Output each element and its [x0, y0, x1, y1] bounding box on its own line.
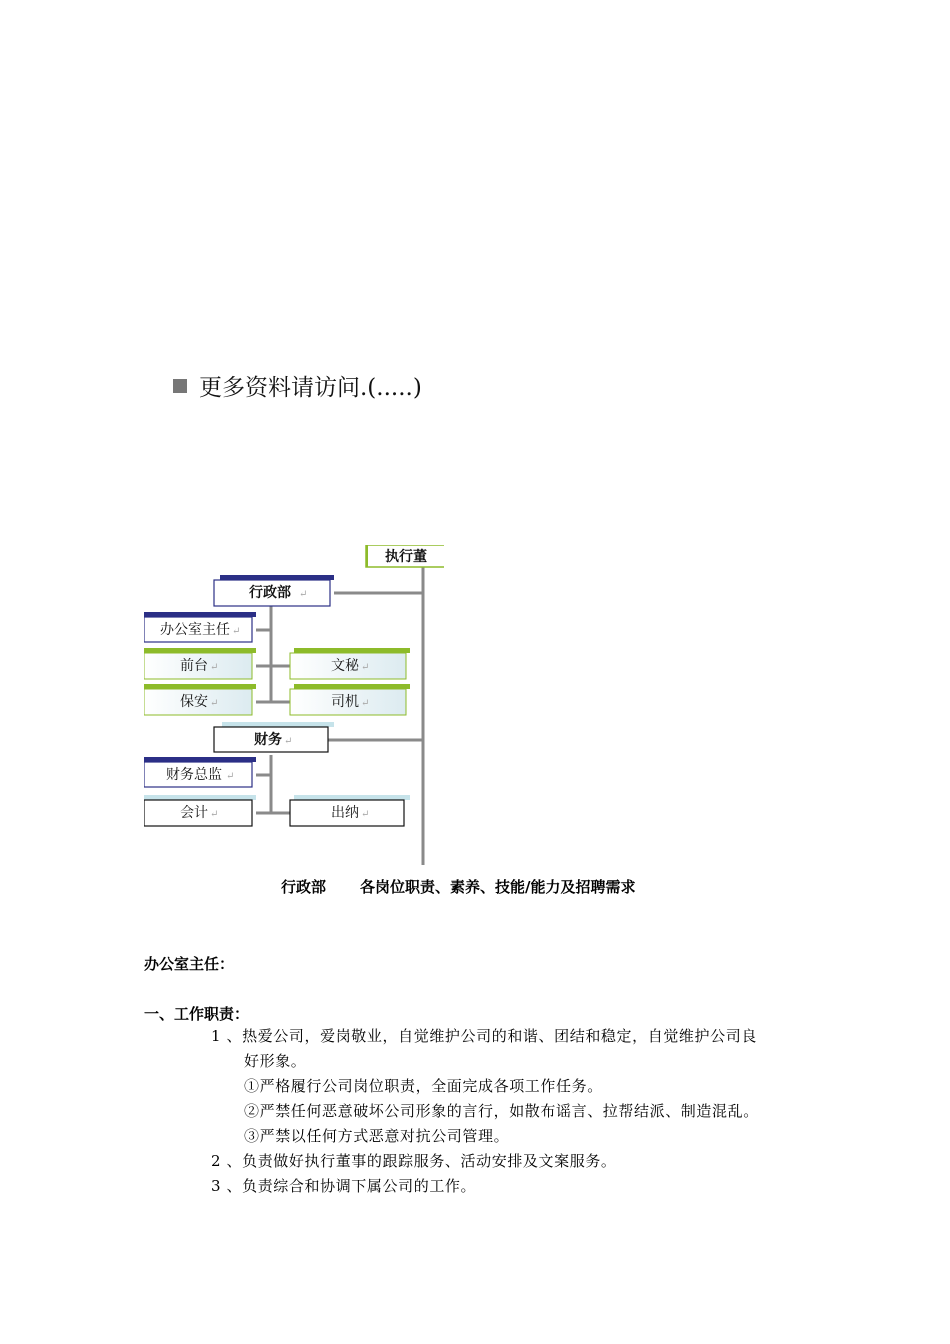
org-node-office-director-label: 办公室主任 [160, 622, 230, 638]
org-node-secretary [290, 648, 410, 679]
chart-caption [281, 876, 636, 897]
org-node-security-label: 保安 [180, 694, 208, 710]
return-mark: ↵ [226, 771, 235, 782]
return-mark: ↵ [232, 626, 241, 637]
return-mark: ↵ [299, 589, 308, 600]
org-node-cfo-label: 财务总监 [166, 767, 222, 783]
org-node-finance [214, 722, 334, 752]
org-node-office-director [144, 612, 256, 642]
duty-subitem-2: ②严禁任何恶意破坏公司形象的言行，如散布谣言、拉帮结派、制造混乱。 [244, 1102, 759, 1120]
org-node-reception [144, 648, 256, 679]
return-mark: ↵ [284, 736, 293, 747]
org-node-executive-label: 执行董 [385, 549, 427, 565]
org-node-driver-label: 司机 [331, 694, 359, 710]
org-node-admin-label: 行政部 [249, 585, 291, 601]
square-bullet-icon [173, 379, 187, 393]
org-node-cfo [144, 757, 256, 787]
org-node-admin [214, 575, 334, 606]
caption-dept: 行政部 [281, 878, 327, 896]
org-node-security [144, 684, 256, 715]
org-node-secretary-label: 文秘 [331, 658, 359, 674]
duty-subitem-1: ①严格履行公司岗位职责，全面完成各项工作任务。 [244, 1077, 603, 1095]
org-chart [144, 545, 444, 867]
header-bullet-line [173, 372, 422, 404]
header-text: 更多资料请访问.(.....) [199, 375, 422, 401]
org-node-finance-label: 财务 [254, 732, 282, 748]
org-node-accountant-label: 会计 [180, 805, 208, 821]
return-mark: ↵ [210, 809, 219, 820]
org-node-driver [290, 684, 410, 715]
org-node-reception-label: 前台 [180, 658, 208, 674]
org-node-accountant [144, 795, 256, 826]
return-mark: ↵ [361, 698, 370, 709]
duty-item-3: 3 、负责综合和协调下属公司的工作。 [211, 1177, 477, 1195]
duty-item-1-cont: 好形象。 [244, 1052, 307, 1070]
org-node-executive [366, 545, 444, 567]
return-mark: ↵ [361, 662, 370, 673]
duty-item-1: 1 、热爱公司，爱岗敬业，自觉维护公司的和谐、团结和稳定，自觉维护公司良 [211, 1027, 757, 1045]
caption-desc: 各岗位职责、素养、技能/能力及招聘需求 [360, 878, 636, 896]
return-mark: ↵ [361, 809, 370, 820]
return-mark: ↵ [210, 698, 219, 709]
duty-subitem-3: ③严禁以任何方式恶意对抗公司管理。 [244, 1127, 510, 1145]
org-node-cashier [290, 795, 410, 826]
duty-item-2: 2 、负责做好执行董事的跟踪服务、活动安排及文案服务。 [211, 1152, 617, 1170]
section-title: 办公室主任： [144, 955, 235, 973]
org-node-cashier-label: 出纳 [331, 805, 359, 821]
duties-heading: 一、工作职责： [144, 1005, 250, 1023]
return-mark: ↵ [210, 662, 219, 673]
